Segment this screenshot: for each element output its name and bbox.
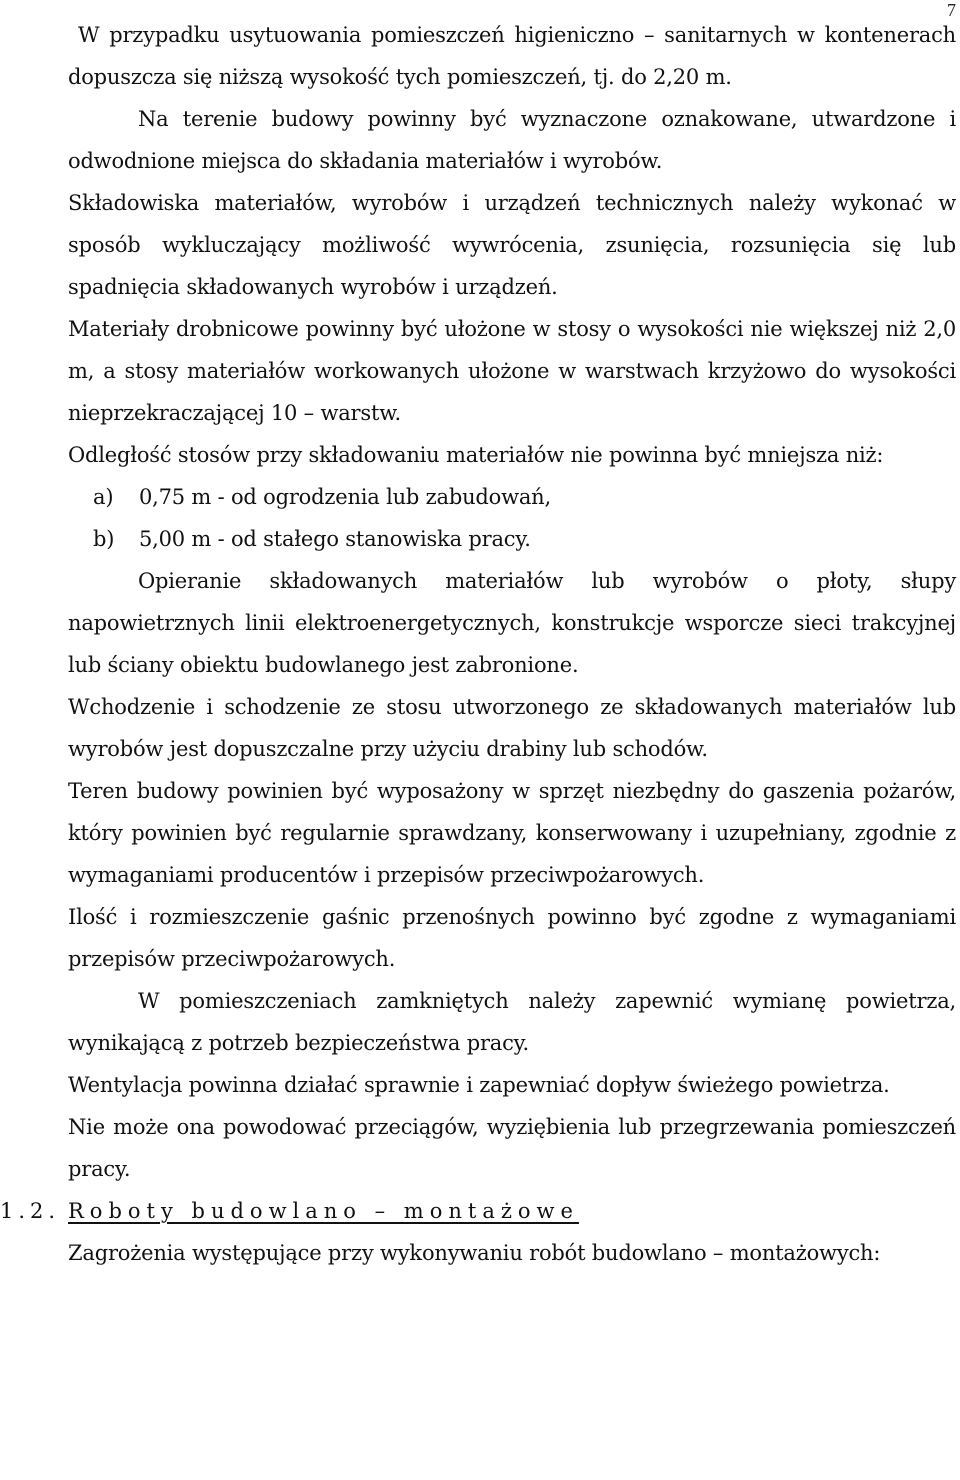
paragraph-storage-safety: Składowiska materiałów, wyrobów i urządzeń technicznych należy wykonać w sposób wykluczający możliwość wywrócenia, zsunięcia, rozsunięcia się lub spadnięcia składowanych wyrobów i urządzeń.	[68, 191, 956, 299]
list-item-distance-a	[68, 476, 956, 518]
paragraph-hazards-intro: Zagrożenia występujące przy wykonywaniu robót budowlano – montażowych:	[68, 1241, 881, 1265]
paragraph-storage-areas: Na terenie budowy powinny być wyznaczone oznakowane, utwardzone i odwodnione miejsca do składania materiałów i wyrobów.	[68, 107, 956, 173]
list-item-text: 0,75 m - od ogrodzenia lub zabudowań,	[139, 485, 551, 509]
paragraph-stack-height: Materiały drobnicowe powinny być ułożone w stosy o wysokości nie większej niż 2,0 m, a stosy materiałów workowanych ułożone w warstwach krzyżowo do wysokości nieprzekraczającej 10 – warstw.	[68, 317, 956, 425]
page-number: 7	[947, 0, 956, 20]
paragraph-sanitary-containers: W przypadku usytuowania pomieszczeń higieniczno – sanitarnych w kontenerach dopuszcza się niższą wysokość tych pomieszczeń, tj. do 2,20 m.	[68, 23, 956, 89]
list-item-text: 5,00 m - od stałego stanowiska pracy.	[139, 527, 531, 551]
paragraph-air-exchange: W pomieszczeniach zamkniętych należy zapewnić wymianę powietrza, wynikającą z potrzeb bezpieczeństwa pracy.	[68, 989, 956, 1055]
paragraph-leaning-prohibited: Opieranie składowanych materiałów lub wyrobów o płoty, słupy napowietrznych linii elektroenergetycznych, konstrukcje wsporcze sieci trakcyjnej lub ściany obiektu budowlanego jest zabronione.	[68, 569, 956, 677]
list-marker: a)	[93, 485, 114, 509]
paragraph-ventilation: Wentylacja powinna działać sprawnie i zapewniać dopływ świeżego powietrza.	[68, 1073, 890, 1097]
paragraph-extinguishers: Ilość i rozmieszczenie gaśnic przenośnych powinno być zgodne z wymaganiami przepisów przeciwpożarowych.	[68, 905, 956, 971]
paragraph-stack-distance: Odległość stosów przy składowaniu materiałów nie powinna być mniejsza niż:	[68, 443, 884, 467]
paragraph-climbing-stack: Wchodzenie i schodzenie ze stosu utworzonego ze składowanych materiałów lub wyrobów jest dopuszczalne przy użyciu drabiny lub schodów.	[68, 695, 956, 761]
section-number: 1.2.	[0, 1199, 61, 1223]
paragraph-drafts: Nie może ona powodować przeciągów, wyziębienia lub przegrzewania pomieszczeń pracy.	[68, 1115, 956, 1181]
list-marker: b)	[93, 527, 115, 551]
document-body	[0, 14, 956, 1274]
paragraph-fire-equipment: Teren budowy powinien być wyposażony w sprzęt niezbędny do gaszenia pożarów, który powinien być regularnie sprawdzany, konserwowany i uzupełniany, zgodnie z wymaganiami producentów i przepisów przeciwpożarowych.	[68, 779, 956, 887]
section-heading	[0, 1190, 956, 1232]
list-item-distance-b	[68, 518, 956, 560]
section-title: Roboty budowlano – montażowe	[68, 1199, 579, 1223]
